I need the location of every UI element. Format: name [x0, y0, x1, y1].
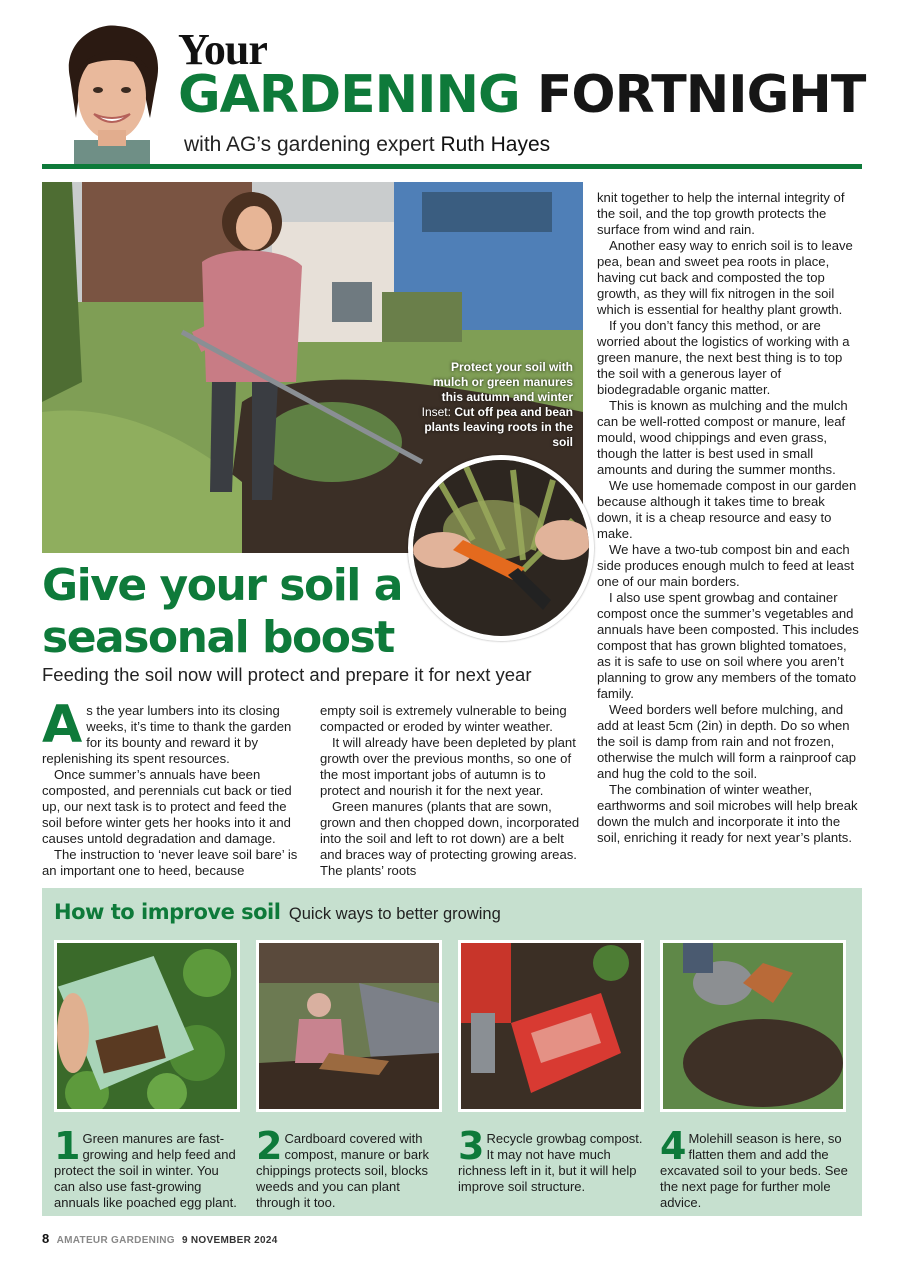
article-paragraph: knit together to help the internal integrity of the soil, and the top growth protects the surface from wind and rain. — [597, 190, 845, 237]
tips-header — [54, 900, 501, 924]
masthead-title-fortnight: FORTNIGHT — [536, 65, 866, 125]
byline — [184, 132, 550, 158]
tip-photo-green-manure — [54, 940, 240, 1112]
article-paragraph: Green manures (plants that are sown, grown and then chopped down, incorporated into the soil and left to rot down) are a belt and braces way of protecting growing areas. The plants’ roots — [320, 799, 580, 878]
masthead-title-your: Your — [178, 25, 267, 74]
article-column-3 — [597, 190, 859, 846]
hero-caption — [413, 360, 573, 450]
byline-author: Ruth Hayes — [440, 133, 551, 156]
tip-text: Molehill season is here, so flatten them and add the excavated soil to your beds. See the next page for further mole advice. — [660, 1131, 848, 1210]
article-paragraph: This is known as mulching and the mulch can be well-rotted compost or manure, leaf mould, wood chippings and even grass, though the latter is best used in small amounts and during the summer months. — [597, 398, 848, 477]
article-paragraph: We have a two-tub compost bin and each side produces enough mulch to feed at least one of our main borders. — [597, 542, 854, 589]
article-column-1 — [42, 695, 302, 879]
article-paragraph: empty soil is extremely vulnerable to being compacted or eroded by winter weather. — [320, 703, 567, 734]
hero-caption-main: Protect your soil with mulch or green manures this autumn and winter — [432, 360, 573, 404]
tip-item-3 — [458, 1124, 646, 1195]
byline-prefix: with AG’s gardening expert — [184, 133, 435, 156]
article-paragraph — [42, 695, 302, 767]
tip-photo-molehill — [660, 940, 846, 1112]
masthead-title — [178, 66, 865, 124]
tip-number: 3 — [458, 1124, 485, 1168]
article-paragraph: Once summer’s annuals have been composted, and perennials cut back or tied up, our next task is to protect and feed the soil before winter gets her hooks into it and causes untold degradation and damage. — [42, 767, 292, 846]
tip-item-1 — [54, 1124, 242, 1211]
tip-number: 1 — [54, 1124, 81, 1168]
tip-text: Recycle growbag compost. It may not have much richness left in it, but it will help improve soil structure. — [458, 1131, 643, 1194]
article-paragraph: We use homemade compost in our garden because although it takes time to break down, it is a cheap resource and easy to make. — [597, 478, 857, 541]
author-portrait — [56, 22, 168, 166]
article-column-2 — [320, 703, 582, 879]
tips-panel — [42, 888, 862, 1216]
page-footer — [42, 1232, 278, 1248]
magazine-name: AMATEUR GARDENING — [56, 1235, 175, 1246]
article-paragraph: I also use spent growbag and container compost once the summer’s vegetables and annuals have been composted. This includes compost that has grown blighted tomatoes, as it is safe to use on soil where you aren’t planning to grow any members of the tomato family. — [597, 590, 859, 701]
hero-caption-inset: Cut off pea and bean plants leaving roots in the soil — [424, 405, 573, 449]
drop-cap: A — [42, 695, 83, 755]
tip-item-2 — [256, 1124, 444, 1211]
tips-subtitle: Quick ways to better growing — [288, 905, 501, 923]
tip-item-4 — [660, 1124, 848, 1211]
tip-text: Cardboard covered with compost, manure or bark chippings protects soil, blocks weeds and you can plant through it too. — [256, 1131, 429, 1210]
paragraph-text: s the year lumbers into its closing weeks, it’s time to thank the garden for its bounty and reward it by replenishing its spent resources. — [42, 703, 292, 766]
page-number: 8 — [42, 1231, 50, 1246]
masthead-title-gardening: GARDENING — [178, 65, 520, 125]
article-headline: Give your soil a seasonal boost — [42, 560, 402, 663]
tip-number: 2 — [256, 1124, 283, 1168]
tip-photo-growbag — [458, 940, 644, 1112]
article-paragraph: If you don’t fancy this method, or are worried about the logistics of working with a green manure, the next best thing is to top the soil with a generous layer of biodegradable organic matter. — [597, 318, 850, 397]
article-paragraph: Weed borders well before mulching, and add at least 5cm (2in) in depth. Do so when the soil is damp from rain and not frozen, otherwise the mulch will form a rainproof cap and hug the cold to the soil. — [597, 702, 857, 781]
article-paragraph: The combination of winter weather, earthworms and soil microbes will help break down the mulch and incorporate it into the soil, enriching it ready for next year’s plants. — [597, 782, 858, 845]
masthead-divider — [42, 164, 862, 169]
inset-photo — [408, 455, 594, 641]
tip-text: Green manures are fast-growing and help feed and protect the soil in winter. You can also use fast-growing annuals like poached egg plant. — [54, 1131, 237, 1210]
tip-photo-cardboard — [256, 940, 442, 1112]
tip-number: 4 — [660, 1124, 687, 1168]
issue-date: 9 NOVEMBER 2024 — [181, 1235, 278, 1246]
article-paragraph: Another easy way to enrich soil is to leave pea, bean and sweet pea roots in place, having cut back and composted the top growth, as they will fix nitrogen in the soil which is essential for healthy plant growth. — [597, 238, 853, 317]
hero-caption-inset-label: Inset: — [421, 405, 451, 419]
article-standfirst: Feeding the soil now will protect and prepare it for next year — [42, 664, 532, 685]
article-paragraph: The instruction to ‘never leave soil bare’ is an important one to heed, because — [42, 847, 298, 878]
article-paragraph: It will already have been depleted by plant growth over the previous months, so one of the most important jobs of autumn is to protect and nourish it for the next year. — [320, 735, 576, 798]
tips-title: How to improve soil — [54, 900, 281, 924]
